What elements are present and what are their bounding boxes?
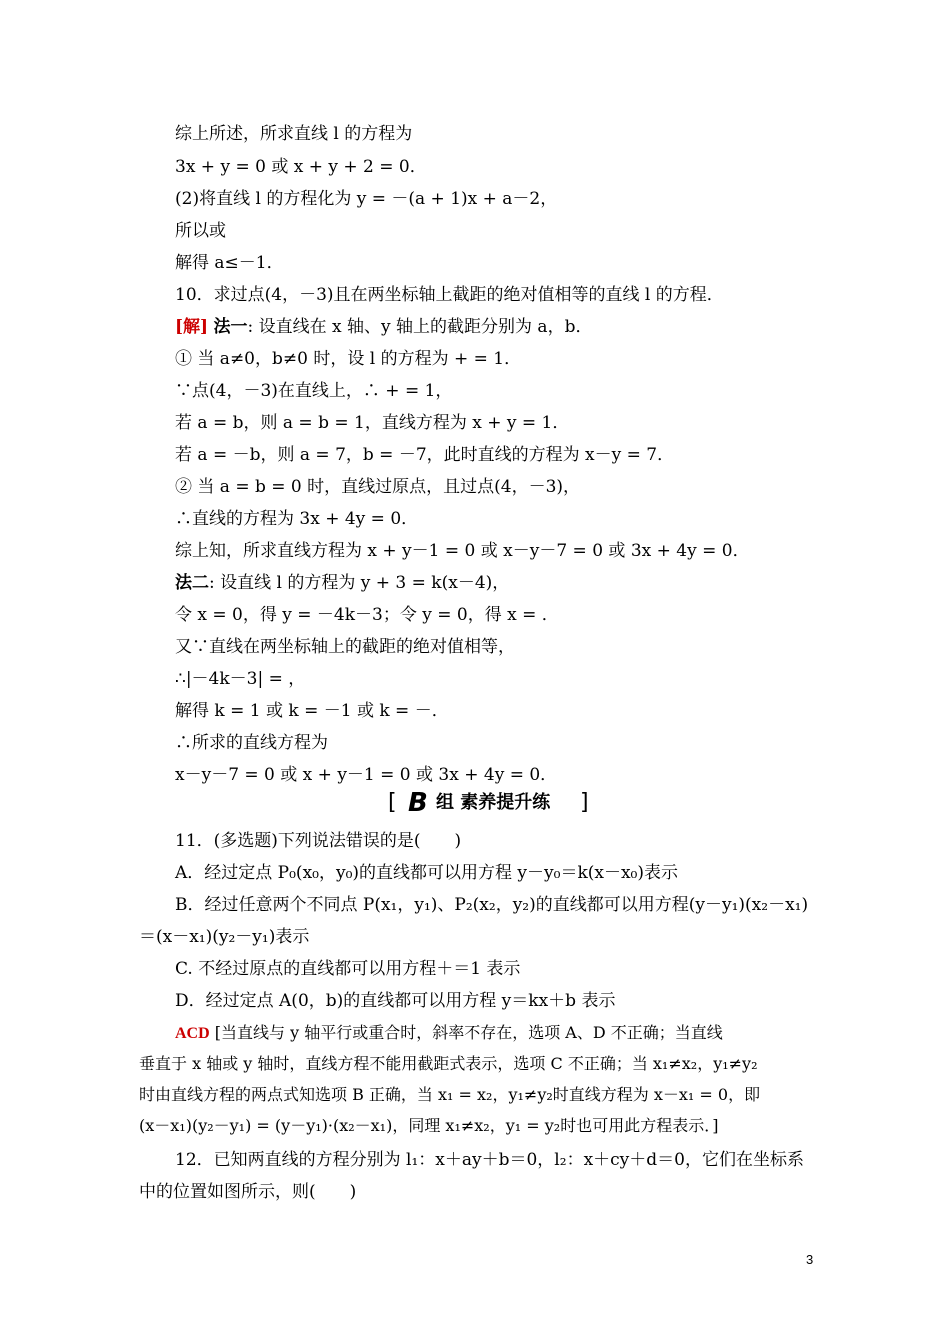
text-line: 令 x = 0，得 y = －4k－3；令 y = 0，得 x = ． xyxy=(175,605,559,625)
text-line: 综上知，所求直线方程为 x + y－1 = 0 或 x－y－7 = 0 或 3x + 4y = 0． xyxy=(175,541,750,561)
option-b-continued: ＝(x－x₁)(y₂－y₁)表示 xyxy=(139,927,310,947)
text-line: 解得 k = 1 或 k = －1 或 k = －． xyxy=(175,701,449,721)
banner-open-bracket: [ xyxy=(388,790,397,815)
section-banner xyxy=(0,788,950,818)
method-label: 法一 xyxy=(213,317,248,337)
explanation-line: 时由直线方程的两点式知选项 B 正确，当 x₁ = x₂，y₁≠y₂时直线方程为 x－x₁ = 0，即 xyxy=(139,1085,761,1104)
solution-method-2-line xyxy=(175,571,509,595)
text-line: 若 a = －b，则 a = 7，b = －7，此时直线的方程为 x－y = 7． xyxy=(175,445,675,465)
text-line: 若 a = b，则 a = b = 1，直线方程为 x + y = 1． xyxy=(175,413,570,433)
section-title: 组 素养提升练 xyxy=(436,792,551,813)
question-12-stem: 12．已知两直线的方程分别为 l₁：x＋ay＋b＝0，l₂：x＋cy＋d＝0，它们在坐标系 xyxy=(175,1150,804,1170)
section-b-letter: B xyxy=(408,788,428,818)
answer-line xyxy=(175,1021,723,1046)
option-c: C. 不经过原点的直线都可以用方程＋＝1 表示 xyxy=(175,959,521,979)
explanation-text: [当直线与 y 轴平行或重合时，斜率不存在，选项 A、D 不正确；当直线 xyxy=(214,1023,723,1042)
answer-key: ACD xyxy=(175,1025,210,1042)
method-text: : 设直线在 x 轴、y 轴上的截距分别为 a，b． xyxy=(247,317,593,337)
method-text: : 设直线 l 的方程为 y + 3 = k(x－4)， xyxy=(209,573,510,593)
text-line: ∵点(4，－3)在直线上，∴ + = 1， xyxy=(175,381,453,401)
question-10: 10．求过点(4，－3)且在两坐标轴上截距的绝对值相等的直线 l 的方程． xyxy=(175,285,724,305)
text-line: ∴所求的直线方程为 xyxy=(175,733,328,753)
text-line: ② 当 a = b = 0 时，直线过原点，且过点(4，－3)， xyxy=(175,477,581,497)
text-line: 解得 a≤－1． xyxy=(175,253,284,273)
text-line: x－y－7 = 0 或 x + y－1 = 0 或 3x + 4y = 0． xyxy=(175,765,558,785)
text-line: (2)将直线 l 的方程化为 y = －(a + 1)x + a－2， xyxy=(175,189,558,209)
text-line: ① 当 a≠0，b≠0 时，设 l 的方程为 + = 1． xyxy=(175,349,522,369)
page-number: 3 xyxy=(806,1252,814,1267)
text-line: 又∵直线在两坐标轴上的截距的绝对值相等， xyxy=(175,637,515,657)
text-line: 所以或 xyxy=(175,221,226,241)
solution-method-1-line xyxy=(175,315,592,339)
option-b: B．经过任意两个不同点 P(x₁，y₁)、P₂(x₂，y₂)的直线都可以用方程(y－y₁)(x₂－x₁) xyxy=(175,895,809,915)
option-d: D．经过定点 A(0，b)的直线都可以用方程 y＝kx＋b 表示 xyxy=(175,991,616,1011)
explanation-line: 垂直于 x 轴或 y 轴时，直线方程不能用截距式表示，选项 C 不正确；当 x₁≠x₂，y₁≠y₂ xyxy=(139,1054,758,1073)
text-line: ∴直线的方程为 3x + 4y = 0． xyxy=(175,509,419,529)
question-11-stem: 11．(多选题)下列说法错误的是( ) xyxy=(175,831,462,851)
text-line: ∴|－4k－3| = ， xyxy=(175,669,306,689)
method-label: 法二 xyxy=(175,573,209,593)
question-12-continued: 中的位置如图所示，则( ) xyxy=(139,1182,357,1202)
option-a: A．经过定点 P₀(x₀，y₀)的直线都可以用方程 y－y₀＝k(x－x₀)表示 xyxy=(175,863,679,883)
text-line: 3x + y = 0 或 x + y + 2 = 0． xyxy=(175,157,427,177)
solution-tag: [解] xyxy=(175,317,209,337)
text-line: 综上所述，所求直线 l 的方程为 xyxy=(175,124,413,144)
explanation-line: (x－x₁)(y₂－y₁) = (y－y₁)·(x₂－x₁)，同理 x₁≠x₂，y₁ = y₂时也可用此方程表示．] xyxy=(139,1116,719,1135)
banner-close-bracket: ] xyxy=(580,790,589,815)
